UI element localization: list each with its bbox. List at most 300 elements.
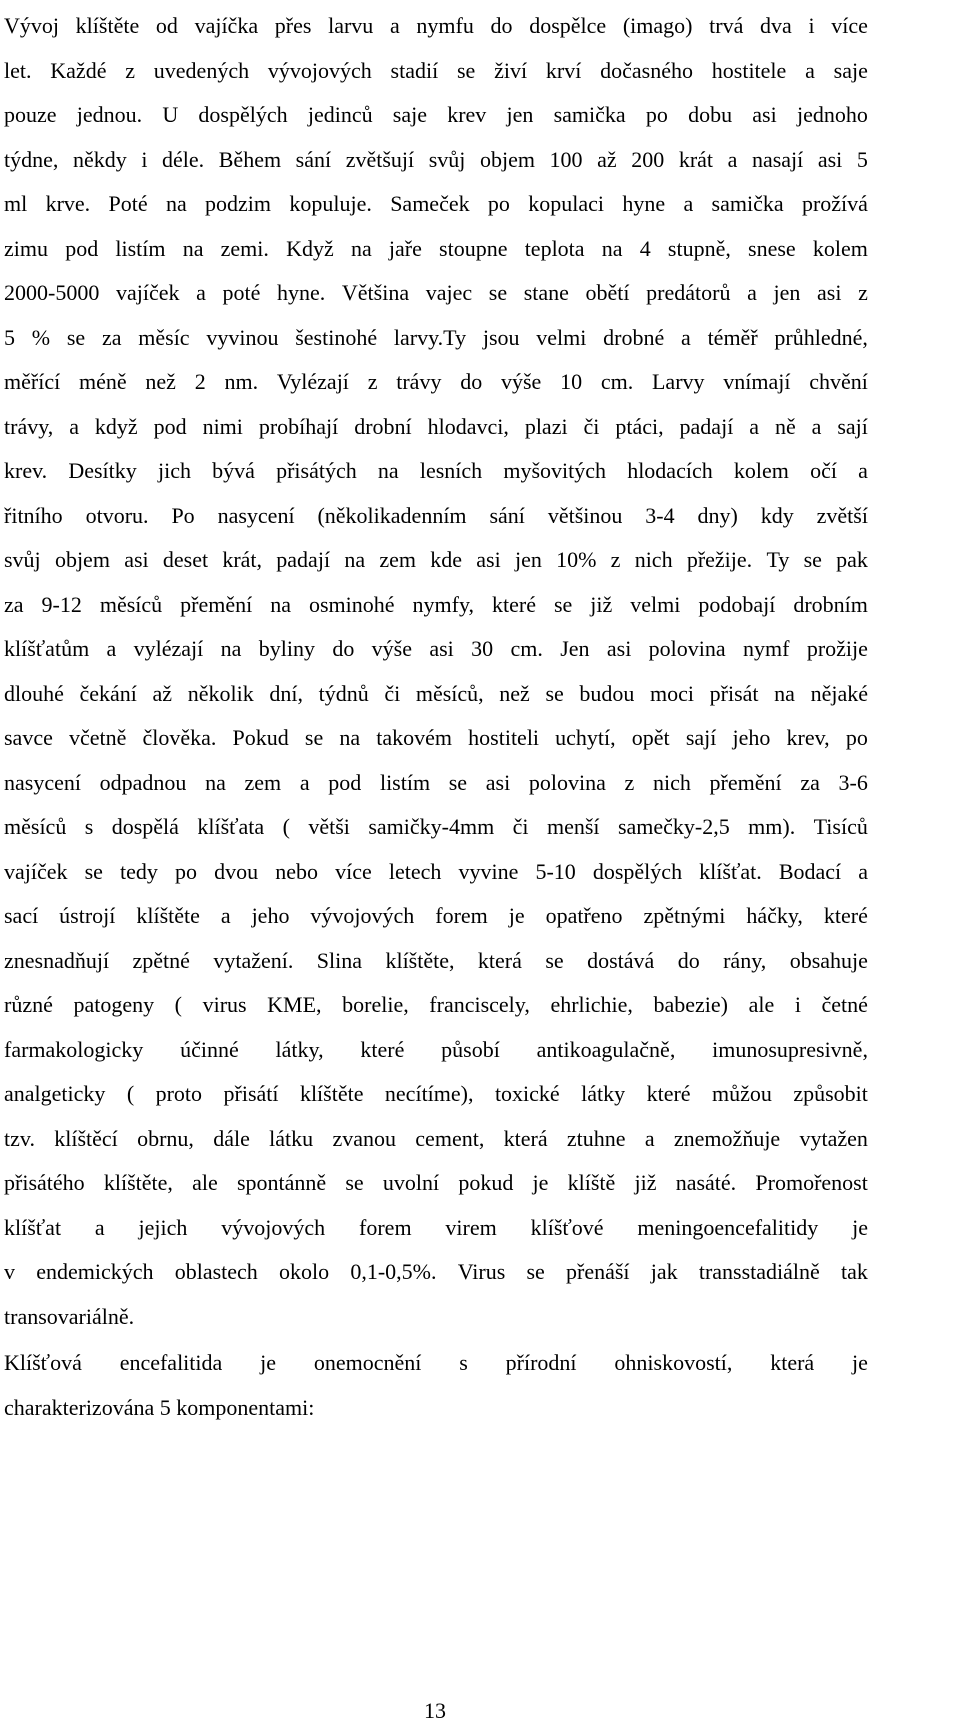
word: 3-4 — [645, 502, 675, 528]
word: a — [858, 858, 868, 884]
word: vajec — [425, 280, 473, 305]
text-line — [4, 627, 868, 672]
word: larvy.Ty — [393, 324, 467, 350]
word: očí — [810, 458, 837, 483]
word: jen — [773, 280, 801, 305]
word: trvá — [709, 13, 744, 38]
word: jedinců — [307, 102, 373, 127]
word: jaře — [388, 235, 422, 261]
word: než — [145, 369, 176, 394]
word: hostiteli — [468, 725, 540, 750]
word: je — [532, 1170, 549, 1195]
word: háčky, — [746, 903, 803, 928]
word: déle. — [162, 146, 205, 172]
word: ehrlichie, — [550, 992, 633, 1017]
word: větši — [308, 814, 350, 839]
word: mm). — [748, 814, 796, 839]
word: ( — [174, 992, 182, 1017]
word: a — [805, 57, 815, 83]
word: oblastech — [174, 1259, 258, 1284]
word: krev — [447, 102, 487, 127]
word: drobní — [354, 413, 412, 439]
word: i — [141, 146, 148, 172]
word: vajíček — [115, 280, 180, 305]
word: tzv. — [4, 1125, 35, 1151]
word: krát, — [222, 547, 263, 572]
word: látky — [581, 1081, 626, 1106]
word: pod — [153, 413, 187, 439]
word: takovém — [376, 725, 453, 750]
word: nymfy, — [412, 591, 475, 617]
word: krví — [545, 57, 582, 83]
word: franciscely, — [429, 992, 530, 1017]
word: látku — [269, 1125, 314, 1151]
word: téměř — [707, 324, 758, 350]
text-line — [4, 182, 868, 227]
word: (imago) — [622, 13, 693, 38]
text-line — [4, 316, 868, 361]
word: se — [526, 1259, 545, 1284]
word: přežije. — [686, 547, 753, 572]
word: s — [84, 814, 94, 839]
word: padají — [679, 413, 734, 439]
word: Jen — [560, 636, 590, 661]
word: moci — [650, 680, 695, 706]
word: samičky-4mm — [368, 814, 495, 839]
text-line — [4, 138, 868, 183]
word: kdy — [760, 502, 794, 528]
word: měsíců, — [415, 680, 484, 706]
word: více — [831, 13, 868, 38]
word: přemění — [180, 591, 253, 617]
word: přenáší — [566, 1259, 630, 1284]
word: Po — [171, 502, 195, 528]
word: (několikadenním — [317, 502, 467, 528]
word: s — [459, 1350, 468, 1375]
word: nasají — [751, 146, 804, 172]
word: méně — [78, 369, 127, 394]
word: na — [350, 235, 372, 261]
word: krve. — [45, 191, 91, 216]
word: hostitele — [711, 57, 787, 83]
word: ale — [748, 992, 775, 1017]
word: přes — [274, 13, 312, 38]
word: dospělce — [529, 13, 607, 38]
text-line: transovariálně. — [4, 1303, 135, 1329]
word: a — [811, 413, 822, 439]
word: jen — [514, 547, 542, 572]
word: které — [492, 591, 536, 617]
word: z — [610, 547, 621, 572]
word: nimi — [202, 413, 243, 439]
word: objem — [479, 146, 535, 172]
text-line — [4, 49, 868, 94]
word: samička — [711, 191, 784, 216]
word: na — [165, 191, 187, 216]
text-line — [4, 761, 868, 806]
word: probíhají — [258, 413, 339, 439]
text-line — [4, 1072, 868, 1117]
word: drobné — [603, 324, 665, 350]
text-line — [4, 1341, 868, 1386]
word: vylézají — [133, 636, 204, 661]
word: zvanou — [332, 1125, 396, 1151]
word: borelie, — [342, 992, 409, 1017]
word: na — [339, 725, 361, 750]
word: se — [545, 680, 564, 706]
page-number: 13 — [424, 1698, 446, 1723]
word: Vylézají — [276, 369, 349, 394]
word: či — [583, 413, 600, 439]
word: v — [4, 1259, 15, 1284]
word: poté — [222, 280, 261, 305]
word: až — [597, 146, 617, 172]
word: let. — [4, 57, 32, 83]
word: nymf — [743, 636, 790, 661]
word: Většina — [341, 280, 410, 305]
word: analgeticky — [4, 1081, 106, 1106]
word: rány, — [723, 947, 767, 973]
word: Klíšťová — [4, 1350, 82, 1375]
word: výše — [371, 636, 412, 661]
word: kopulaci — [528, 191, 605, 216]
word: je — [852, 1214, 868, 1240]
word: sání — [489, 502, 525, 528]
word: se — [488, 280, 508, 305]
word: Tisíců — [813, 814, 868, 839]
word: bývá — [212, 458, 255, 483]
word: osminohé — [308, 591, 395, 617]
word: klíštěcí — [54, 1125, 118, 1151]
word: na — [220, 636, 242, 661]
word: snese — [748, 235, 796, 261]
word: ohniskovostí, — [614, 1350, 733, 1375]
word: vývojových — [310, 903, 415, 928]
word: proto — [155, 1081, 203, 1106]
word: dlouhé — [4, 680, 64, 706]
text-line — [4, 1117, 868, 1162]
word: Bodací — [778, 858, 842, 884]
word: a — [681, 324, 691, 350]
text-line — [4, 894, 868, 939]
word: opět — [631, 725, 670, 750]
word: hyne. — [277, 280, 326, 305]
word: dospělých — [198, 102, 288, 127]
word: vajíčka — [194, 13, 259, 38]
word: nasycení — [217, 502, 295, 528]
word: kolem — [812, 235, 868, 261]
word: teplota — [524, 235, 585, 261]
word: a — [683, 191, 694, 216]
word: dobu — [688, 102, 733, 127]
word: letech — [388, 858, 442, 884]
word: včetně — [68, 725, 127, 750]
word: imunosupresivně, — [712, 1036, 868, 1062]
word: pokud — [458, 1170, 514, 1195]
word: onemocnění — [313, 1350, 422, 1375]
word: polovina — [528, 769, 606, 795]
word: objem — [54, 547, 110, 572]
word: týdne, — [4, 146, 59, 172]
word: Během — [218, 146, 282, 172]
word: jen — [506, 102, 534, 127]
word: zvětší — [816, 502, 868, 528]
word: asi — [752, 102, 777, 127]
word: přisátého — [4, 1170, 85, 1195]
word: jednou. — [76, 102, 143, 127]
word: polovina — [648, 636, 726, 661]
paragraph-tick-encephalitis — [4, 1341, 868, 1430]
word: a — [94, 1214, 105, 1240]
word: na — [182, 235, 204, 261]
word: nasáté. — [675, 1170, 737, 1195]
word: již — [634, 1170, 657, 1195]
word: jeho — [732, 725, 771, 750]
word: člověka. — [142, 725, 217, 750]
word: ústrojí — [59, 903, 116, 928]
word: hlodavci, — [427, 413, 509, 439]
word: na — [270, 591, 291, 617]
word: 2000-5000 — [4, 280, 100, 305]
word: přírodní — [505, 1350, 577, 1375]
word: a — [727, 146, 738, 172]
word: saje — [392, 102, 427, 127]
word: látky, — [275, 1036, 324, 1062]
word: zpětnými — [643, 903, 726, 928]
word: sají — [685, 725, 717, 750]
word: dní, — [269, 680, 303, 706]
word: asi — [124, 547, 149, 572]
word: zem — [379, 547, 416, 572]
word: 10 — [560, 369, 583, 394]
word: řitního — [4, 502, 63, 528]
word: přisát — [709, 680, 759, 706]
word: obrnu, — [137, 1125, 194, 1151]
word: spontánně — [236, 1170, 327, 1195]
word: které — [823, 903, 868, 928]
word: působí — [441, 1036, 500, 1062]
word: chvění — [809, 369, 868, 394]
word: 4 — [639, 235, 651, 261]
word: měsíc — [138, 324, 190, 350]
word: kolem — [733, 458, 789, 483]
word: z — [367, 369, 378, 394]
word: živí — [494, 57, 528, 83]
text-line — [4, 405, 868, 450]
word: 30 — [471, 636, 494, 661]
word: cm. — [600, 369, 634, 394]
word: a — [858, 458, 868, 483]
word: je — [508, 903, 525, 928]
word: jsou — [482, 324, 520, 350]
word: ( — [282, 814, 290, 839]
word: dospělých — [592, 858, 683, 884]
word: listím — [115, 235, 166, 261]
word: ( — [126, 1081, 135, 1106]
word: krev. — [4, 458, 48, 483]
word: výše — [500, 369, 542, 394]
text-line — [4, 1161, 868, 1206]
word: Ty — [766, 547, 790, 572]
word: odpadnou — [99, 769, 187, 795]
text-line — [4, 716, 868, 761]
word: na — [601, 235, 623, 261]
word: četné — [821, 992, 868, 1017]
word: způsobit — [793, 1081, 868, 1106]
word: virus — [202, 992, 247, 1017]
word: sání — [295, 146, 332, 172]
word: nm. — [224, 369, 259, 394]
word: zpětné — [132, 947, 190, 973]
word: klíštěte — [75, 13, 140, 38]
word: je — [260, 1350, 277, 1375]
word: a — [220, 903, 231, 928]
word: krev, — [786, 725, 830, 750]
word: pod — [328, 769, 362, 795]
word: za — [800, 769, 820, 795]
word: stoupne — [439, 235, 508, 261]
word: asi — [606, 636, 632, 661]
text-line — [4, 983, 868, 1028]
word: dvou — [214, 858, 259, 884]
word: zem — [244, 769, 282, 795]
word: od — [155, 13, 178, 38]
word: jak — [650, 1259, 678, 1284]
word: Poté — [108, 191, 148, 216]
word: na — [205, 769, 226, 795]
word: jeho — [251, 903, 290, 928]
word: se — [66, 324, 86, 350]
word: více — [335, 858, 372, 884]
word: nich — [652, 769, 691, 795]
word: toxické — [494, 1081, 560, 1106]
word: klíšťové — [530, 1214, 604, 1240]
word: asi — [476, 547, 501, 572]
word: ně — [774, 413, 796, 439]
word: do — [677, 947, 700, 973]
text-line — [4, 583, 868, 628]
word: uvedených — [153, 57, 250, 83]
word: listím — [379, 769, 431, 795]
word: asi — [817, 146, 843, 172]
word: která — [770, 1350, 815, 1375]
word: nich — [634, 547, 673, 572]
word: zimu — [4, 235, 48, 261]
word: ml — [4, 191, 28, 216]
word: uchytí, — [555, 725, 616, 750]
word: až — [152, 680, 173, 706]
word: pouze — [4, 102, 57, 127]
word: Každé — [50, 57, 107, 83]
word: která — [477, 947, 522, 973]
word: nebo — [275, 858, 318, 884]
word: i — [794, 992, 801, 1017]
word: a — [106, 636, 117, 661]
word: po — [175, 858, 198, 884]
word: které — [360, 1036, 405, 1062]
word: z — [624, 769, 635, 795]
word: dny) — [697, 502, 738, 528]
word: samečky-2,5 — [617, 814, 730, 839]
word: jich — [157, 458, 191, 483]
word: % — [31, 324, 51, 350]
word: hlodacích — [627, 458, 713, 483]
word: 0,1-0,5%. — [350, 1259, 437, 1284]
word: predátorů — [646, 280, 731, 305]
word: savce — [4, 725, 53, 750]
word: Když — [286, 235, 334, 261]
word: asi — [429, 636, 454, 661]
word: je — [852, 1350, 868, 1375]
word: již — [590, 591, 613, 617]
word: velmi — [630, 591, 681, 617]
word: 10% — [556, 547, 597, 572]
word: se — [304, 725, 324, 750]
word: Desítky — [68, 458, 137, 483]
word: dočasného — [600, 57, 693, 83]
word: a — [299, 769, 310, 795]
word: obětí — [585, 280, 630, 305]
word: přemění — [709, 769, 782, 795]
word: otvoru. — [85, 502, 149, 528]
word: klíštěte — [299, 1081, 364, 1106]
word: šestinohé — [295, 324, 378, 350]
word: byliny — [258, 636, 315, 661]
word: týdnů — [318, 680, 369, 706]
word: vnímají — [723, 369, 791, 394]
word: za — [4, 591, 24, 617]
word: prožije — [806, 636, 868, 661]
word: do — [460, 369, 483, 394]
word: kde — [430, 547, 462, 572]
word: Sameček — [390, 191, 470, 216]
word: cement, — [415, 1125, 485, 1151]
word: endemických — [36, 1259, 154, 1284]
word: se — [448, 769, 468, 795]
word: pod — [65, 235, 99, 261]
word: i — [808, 13, 815, 38]
word: dva — [760, 13, 792, 38]
word: vyvine — [458, 858, 519, 884]
word: přisátých — [276, 458, 357, 483]
text-line — [4, 227, 868, 272]
word: čekání — [79, 680, 137, 706]
word: z — [125, 57, 136, 83]
word: forem — [435, 903, 488, 928]
word: se — [553, 591, 573, 617]
word: budou — [579, 680, 635, 706]
word: 5 — [4, 324, 15, 350]
word: obsahuje — [789, 947, 868, 973]
word: svůj — [4, 547, 41, 572]
word: podobají — [698, 591, 776, 617]
word: stane — [523, 280, 569, 305]
word: KME, — [267, 992, 322, 1017]
word: opatřeno — [545, 903, 623, 928]
word: svůj — [428, 146, 466, 172]
word: meningoencefalitidy — [637, 1214, 819, 1240]
word: znesnadňují — [4, 947, 110, 973]
word: měsíců — [99, 591, 163, 617]
word: vytažení. — [213, 947, 294, 973]
word: nymfu — [416, 13, 474, 38]
word: tak — [841, 1259, 868, 1284]
word: ale — [192, 1170, 218, 1195]
text-line — [4, 93, 868, 138]
word: asi — [817, 280, 842, 305]
text-line — [4, 4, 868, 49]
word: na — [774, 680, 795, 706]
